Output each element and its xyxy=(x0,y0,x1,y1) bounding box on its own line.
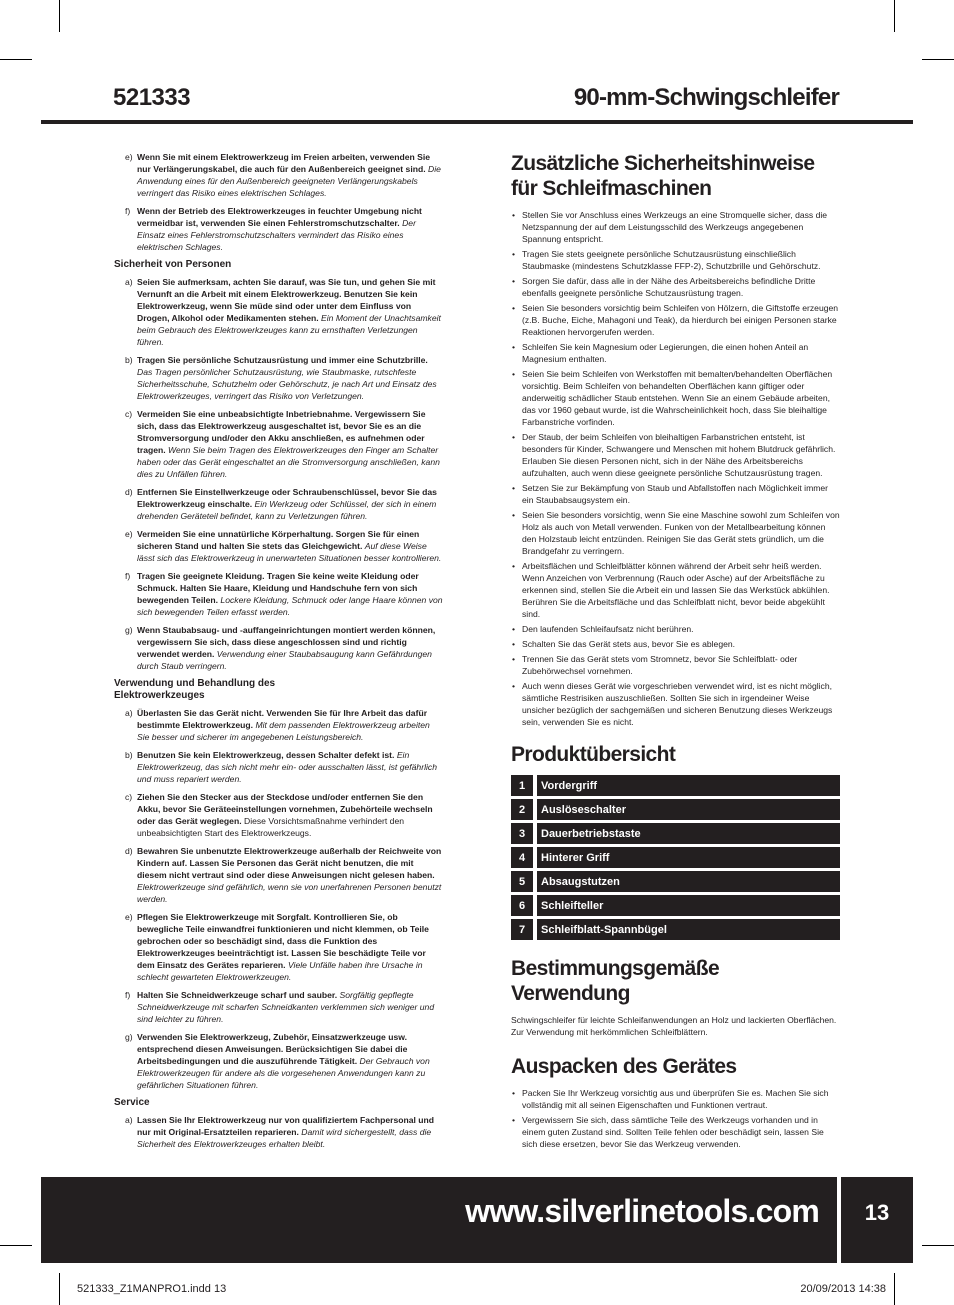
section-heading-persons: Sicherheit von Personen xyxy=(114,259,232,270)
extra-safety-bullets xyxy=(511,209,840,728)
crop-mark xyxy=(59,1273,60,1305)
item-italic-text: Ein Elektrowerkzeug, das sich nicht mehr ein- oder ausschalten lässt, ist gefährlich und muss repariert werden. xyxy=(137,750,437,784)
bullet-item: • Tragen Sie stets geeignete persönliche Schutzausrüstung einschließlich Staubmaske (mindestens Schutzklasse FFP-2), Schutzbrille und Gehörschutz. xyxy=(511,248,840,272)
crop-mark xyxy=(0,1245,32,1246)
list-item xyxy=(114,205,444,253)
part-row xyxy=(511,895,840,916)
item-letter: a) xyxy=(125,708,133,718)
parts-list xyxy=(511,775,840,940)
item-italic-text: Damit wird sichergestellt, dass die Sicherheit des Elektrowerkzeuges erhalten bleibt. xyxy=(137,1127,432,1149)
list-item xyxy=(114,408,444,480)
list-item xyxy=(114,354,444,402)
left-column xyxy=(114,151,444,1156)
service-list xyxy=(114,1114,444,1150)
item-bold-text: Halten Sie Schneidwerkzeuge scharf und sauber. xyxy=(137,990,338,1000)
heading-extra-safety xyxy=(511,151,840,201)
item-italic-text: Auf diese Weise lässt sich das Elektrowerkzeug in unerwarteten Situationen besser kontrollieren. xyxy=(137,541,442,563)
bullet-item: • Seien Sie besonders vorsichtig, wenn Sie eine Maschine sowohl zum Schleifen von Holz als auch von Metall verwenden. Funken von der Metallbearbeitung können den Holzstaub leicht entzünden. Reinigen Sie das Gerät stets gründlich, um die Brandgefahr zu verringern. xyxy=(511,509,840,557)
section-heading-use xyxy=(114,678,444,702)
heading-intended-use-line2: Verwendung xyxy=(511,982,630,1005)
part-label: Auslöseschalter xyxy=(537,799,840,820)
list-item xyxy=(114,707,444,743)
part-label: Dauerbetriebstaste xyxy=(537,823,840,844)
list-item xyxy=(114,845,444,905)
item-italic-text: Das Tragen persönlicher Schutzausrüstung, wie Staubmaske, rutschfeste Sicherheitsschuhe, Schutzhelm oder Gehörschutz, je nach Art und Einsatz des Elektrowerkzeuges, verringert das Risiko von Verletzungen. xyxy=(137,367,437,401)
part-number: 7 xyxy=(511,919,533,940)
product-code: 521333 xyxy=(113,84,191,111)
bullet-item: • Packen Sie Ihr Werkzeug vorsichtig aus und überprüfen Sie es. Machen Sie sich vollständig mit all seinen Eigenschaften und Funktionen vertraut. xyxy=(511,1087,840,1111)
list-item xyxy=(114,1114,444,1150)
heading-extra-safety-line1: Zusätzliche Sicherheitshinweise xyxy=(511,152,815,175)
item-bold-text: Seien Sie aufmerksam, achten Sie darauf, was Sie tun, und gehen Sie mit Vernunft an die Arbeit mit einem Elektrowerkzeug. Benutzen Sie kein Elektrowerkzeug, wenn Sie müde sind oder unter dem Einfluss von Drogen, Alkohol oder Medikamenten stehen. xyxy=(137,277,436,323)
bullet-item: • Seien Sie beim Schleifen von Werkstoffen mit bemalten/behandelten Oberflächen vorsichtig. Beim Schleifen von behandelten Oberflächen kann giftiger oder anderweitig schädlicher Staub entstehen. Wenn Sie an einem Gebäude arbeiten, das vor 1960 gebaut wurde, ist die Wahrscheinlichkeit hoch, dass Sie bleihaltige Farbanstriche vorfinden. xyxy=(511,368,840,428)
item-italic-text: Elektrowerkzeuge sind gefährlich, wenn sie von unerfahrenen Personen benutzt werden. xyxy=(137,882,442,904)
list-item xyxy=(114,528,444,564)
page-number-text: 13 xyxy=(864,1200,890,1225)
bullet-item: • Stellen Sie vor Anschluss eines Werkzeugs an eine Stromquelle sicher, dass die Netzspannung der auf dem Leistungsschild des Werkzeugs angegebenen Spannung entspricht. xyxy=(511,209,840,245)
item-letter: b) xyxy=(125,355,133,365)
list-item xyxy=(114,989,444,1025)
part-label: Schleifteller xyxy=(537,895,840,916)
crop-mark xyxy=(922,59,954,60)
list-item xyxy=(114,624,444,672)
crop-mark xyxy=(59,0,60,32)
item-bold-text: Tragen Sie persönliche Schutzausrüstung und immer eine Schutzbrille. xyxy=(137,355,428,365)
item-bold-text: Pflegen Sie Elektrowerkzeuge mit Sorgfalt. Kontrollieren Sie, ob bewegliche Teile einwandfrei funktionieren und nicht klemmen, ob Teile gebrochen oder so beschädigt sind, dass die Funktion des Elektrowerkzeuges beeinträchtigt ist. Lassen Sie beschädigte Teile vor dem Einsatz des Gerätes reparieren. xyxy=(137,912,429,970)
header-rule xyxy=(41,120,913,124)
part-row xyxy=(511,823,840,844)
file-slug: 521333_Z1MANPRO1.indd 13 xyxy=(77,1283,227,1295)
item-italic-text: Der Einsatz eines Fehlerstromschutzschalters vermindert das Risiko eines elektrischen Schlages. xyxy=(137,218,416,252)
item-letter: e) xyxy=(125,529,133,539)
item-letter: d) xyxy=(125,846,133,856)
unpacking-bullets xyxy=(511,1087,840,1150)
part-label: Hinterer Griff xyxy=(537,847,840,868)
item-letter: c) xyxy=(125,792,133,802)
item-bold-text: Bewahren Sie unbenutzte Elektrowerkzeuge außerhalb der Reichweite von Kindern auf. Lassen Sie Personen das Gerät nicht benutzen, die mit diesem nicht vertraut sind oder diese Anweisungen nicht gelesen haben. xyxy=(137,846,442,880)
heading-overview: Produktübersicht xyxy=(511,743,676,766)
footer-bar xyxy=(41,1177,837,1263)
right-column xyxy=(511,151,840,1153)
heading-intended-use-line1: Bestimmungsgemäße xyxy=(511,957,720,980)
bullet-item: • Sorgen Sie dafür, dass alle in der Nähe des Arbeitsbereichs befindliche Dritte ebenfalls geeignete persönliche Schutzausrüstung tragen. xyxy=(511,275,840,299)
persons-list xyxy=(114,276,444,672)
bullet-item: • Setzen Sie zur Bekämpfung von Staub und Abfallstoffen nach Möglichkeit immer ein Staubabsaugsystem ein. xyxy=(511,482,840,506)
item-plain-text: Diese Vorsichtsmaßnahme verhindert den unbeabsichtigten Start des Elektrowerkzeugs. xyxy=(137,816,405,838)
date-slug: 20/09/2013 14:38 xyxy=(800,1283,886,1295)
item-italic-text: Wenn Sie beim Tragen des Elektrowerkzeuges den Finger am Schalter haben oder das Gerät eingeschaltet an die Stromversorgung anschließen, kann dies zu Unfällen führen. xyxy=(137,445,440,479)
part-number: 1 xyxy=(511,775,533,796)
section-heading-use-line2: Elektrowerkzeuges xyxy=(114,690,205,701)
crop-mark xyxy=(922,1245,954,1246)
bullet-item: • Trennen Sie das Gerät stets vom Stromnetz, bevor Sie Schleifblatt- oder Zubehörwechsel vornehmen. xyxy=(511,653,840,677)
part-row xyxy=(511,919,840,940)
item-italic-text: Verwendung einer Staubabsaugung kann Gefährdungen durch Staub verringern. xyxy=(137,649,432,671)
item-letter: e) xyxy=(125,152,133,162)
item-bold-text: Entfernen Sie Einstellwerkzeuge oder Schraubenschlüssel, bevor Sie das Elektrowerkzeug einschalte. xyxy=(137,487,437,509)
item-bold-text: Ziehen Sie den Stecker aus der Steckdose und/oder entfernen Sie den Akku, bevor Sie Geräteeinstellungen vornehmen, Zubehörteile wechseln oder das Gerät weglegen. xyxy=(137,792,433,826)
list-item xyxy=(114,486,444,522)
part-label: Schleifblatt-Spannbügel xyxy=(537,919,840,940)
list-item xyxy=(114,791,444,839)
bullet-item: • Den laufenden Schleifaufsatz nicht berühren. xyxy=(511,623,840,635)
item-bold-text: Benutzen Sie kein Elektrowerkzeug, dessen Schalter defekt ist. xyxy=(137,750,395,760)
item-italic-text: Lockere Kleidung, Schmuck oder lange Haare können von sich bewegenden Teilen erfasst werden. xyxy=(137,595,443,617)
section-heading-service: Service xyxy=(114,1097,150,1108)
item-italic-text: Viele Unfälle haben ihre Ursache in schlecht gewarteten Elektrowerkzeugen. xyxy=(137,960,423,982)
item-letter: c) xyxy=(125,409,133,419)
part-label: Absaugstutzen xyxy=(537,871,840,892)
part-number: 2 xyxy=(511,799,533,820)
item-letter: g) xyxy=(125,1032,133,1042)
item-italic-text: Ein Werkzeug oder Schlüssel, der sich in einem drehenden Geräteteil befindet, kann zu Verletzungen führen. xyxy=(137,499,437,521)
heading-extra-safety-line2: für Schleifmaschinen xyxy=(511,177,712,200)
bullet-item: • Vergewissern Sie sich, dass sämtliche Teile des Werkzeugs vorhanden und in einem guten Zustand sind. Sollten Teile fehlen oder beschädigt sein, lassen Sie sich diese ersetzen, bevor Sie das Werkzeug verwenden. xyxy=(511,1114,840,1150)
page-number xyxy=(841,1177,913,1263)
item-letter: d) xyxy=(125,487,133,497)
section-heading-use-line1: Verwendung und Behandlung des xyxy=(114,678,276,689)
list-item xyxy=(114,1031,444,1091)
item-bold-text: Lassen Sie Ihr Elektrowerkzeug nur von qualifiziertem Fachpersonal und nur mit Original-Ersatzteilen reparieren. xyxy=(137,1115,435,1137)
bullet-item: • Der Staub, der beim Schleifen von bleihaltigen Farbanstrichen entsteht, ist besonders für Kinder, Schwangere und Menschen mit hohem Blutdruck gefährlich. Erlauben Sie diesen Personen nicht, sich in der Nähe des Arbeitsbereichs aufzuhalten, auch wenn diese geeignete persönliche Schutzausrüstung tragen. xyxy=(511,431,840,479)
part-number: 4 xyxy=(511,847,533,868)
part-row xyxy=(511,799,840,820)
part-row xyxy=(511,775,840,796)
item-letter: f) xyxy=(125,990,131,1000)
item-letter: e) xyxy=(125,912,133,922)
item-bold-text: Tragen Sie geeignete Kleidung. Tragen Sie keine weite Kleidung oder Schmuck. Halten Sie Haare, Kleidung und Handschuhe fern von sich bewegenden Teilen. xyxy=(137,571,419,605)
item-bold-text: Überlasten Sie das Gerät nicht. Verwenden Sie für Ihre Arbeit das dafür bestimmte Elektrowerkzeug. xyxy=(137,708,428,730)
part-number: 6 xyxy=(511,895,533,916)
bullet-item: • Arbeitsflächen und Schleifblätter können während der Arbeit sehr heiß werden. Wenn Anzeichen von Verbrennung (Rauch oder Asche) auf der Arbeitsfläche zu erkennen sind, stellen Sie die Arbeit ein und lassen Sie das Werkstück abkühlen. Berühren Sie die Arbeitsfläche und das Schleifblatt nicht, bevor beide abgekühlt sind. xyxy=(511,560,840,620)
list-item xyxy=(114,749,444,785)
part-label: Vordergriff xyxy=(537,775,840,796)
item-letter: a) xyxy=(125,1115,133,1125)
intro-list xyxy=(114,151,444,253)
item-letter: g) xyxy=(125,625,133,635)
bullet-item: • Schalten Sie das Gerät stets aus, bevor Sie es ablegen. xyxy=(511,638,840,650)
part-number: 3 xyxy=(511,823,533,844)
item-bold-text: Wenn der Betrieb des Elektrowerkzeuges in feuchter Umgebung nicht vermeidbar ist, verwenden Sie einen Fehlerstromschutzschalter. xyxy=(137,206,422,228)
crop-mark xyxy=(894,1273,895,1305)
crop-mark xyxy=(0,59,32,60)
list-item xyxy=(114,151,444,199)
crop-mark xyxy=(894,0,895,32)
item-italic-text: Der Gebrauch von Elektrowerkzeugen für andere als die vorgesehenen Anwendungen kann zu gefährlichen Situationen führen. xyxy=(137,1056,430,1090)
page-title: 90-mm-Schwingschleifer xyxy=(573,84,839,111)
bullet-item: • Seien Sie besonders vorsichtig beim Schleifen von Hölzern, die Giftstoffe erzeugen (z.B. Buche, Eiche, Mahagoni und Teak), da hierdurch bei einigen Personen starke Reaktionen hervorgerufen werden. xyxy=(511,302,840,338)
list-item xyxy=(114,911,444,983)
item-italic-text: Die Anwendung eines für den Außenbereich geeigneten Verlängerungskabels verringert das Risiko eines elektrischen Schlages. xyxy=(137,164,441,198)
item-letter: b) xyxy=(125,750,133,760)
part-row xyxy=(511,871,840,892)
item-letter: f) xyxy=(125,571,131,581)
item-italic-text: Ein Moment der Unachtsamkeit beim Gebrauch des Elektrowerkzeuges kann zu ernsthaften Verletzungen führen. xyxy=(137,313,441,347)
intended-use-text: Schwingschleifer für leichte Schleifanwendungen an Holz und lackierten Oberflächen. Zur Verwendung mit herkömmlichen Schleifblättern. xyxy=(511,1015,837,1037)
list-item xyxy=(114,276,444,348)
bullet-item: • Schleifen Sie kein Magnesium oder Legierungen, die einen hohen Anteil an Magnesium enthalten. xyxy=(511,341,840,365)
bullet-item: • Auch wenn dieses Gerät wie vorgeschrieben verwendet wird, ist es nicht möglich, sämtliche Restrisiken auszuschließen. Sollten Sie sich in irgendeiner Weise unsicher bezüglich der sachgemäßen und sicheren Benutzung dieses Werkzeugs sein, verwenden Sie es nicht. xyxy=(511,680,840,728)
item-bold-text: Verwenden Sie Elektrowerkzeug, Zubehör, Einsatzwerkzeuge usw. entsprechend diesen Anweisungen. Berücksichtigen Sie dabei die Arbeitsbedingungen und die auszuführende Tätigkeit. xyxy=(137,1032,408,1066)
list-item xyxy=(114,570,444,618)
heading-intended-use xyxy=(511,956,840,1006)
use-list xyxy=(114,707,444,1091)
item-bold-text: Vermeiden Sie eine unbeabsichtigte Inbetriebnahme. Vergewissern Sie sich, dass das Elektrowerkzeug ausgeschaltet ist, bevor Sie es an die Stromversorgung und/oder den Akku anschließen, es aufnehmen oder tragen. xyxy=(137,409,426,455)
item-letter: a) xyxy=(125,277,133,287)
item-bold-text: Wenn Staubabsaug- und -auffangeinrichtungen montiert werden können, vergewissern Sie sich, dass diese angeschlossen sind und richtig verwendet werden. xyxy=(137,625,436,659)
website-link[interactable]: www.silverlinetools.com xyxy=(465,1193,819,1229)
item-italic-text: Mit dem passenden Elektrowerkzeug arbeiten Sie besser und sicherer im angegebenen Leistungsbereich. xyxy=(137,720,430,742)
part-number: 5 xyxy=(511,871,533,892)
item-italic-text: Sorgfältig gepflegte Schneidwerkzeuge mit scharfen Schneidkanten verklemmen sich weniger und sind leichter zu führen. xyxy=(137,990,435,1024)
part-row xyxy=(511,847,840,868)
item-letter: f) xyxy=(125,206,131,216)
heading-unpacking: Auspacken des Gerätes xyxy=(511,1055,737,1078)
item-bold-text: Wenn Sie mit einem Elektrowerkzeug im Freien arbeiten, verwenden Sie nur Verlängerungskabel, die auch für den Außenbereich geeignet sind. xyxy=(137,152,431,174)
item-bold-text: Vermeiden Sie eine unnatürliche Körperhaltung. Sorgen Sie für einen sicheren Stand und halten Sie stets das Gleichgewicht. xyxy=(137,529,420,551)
